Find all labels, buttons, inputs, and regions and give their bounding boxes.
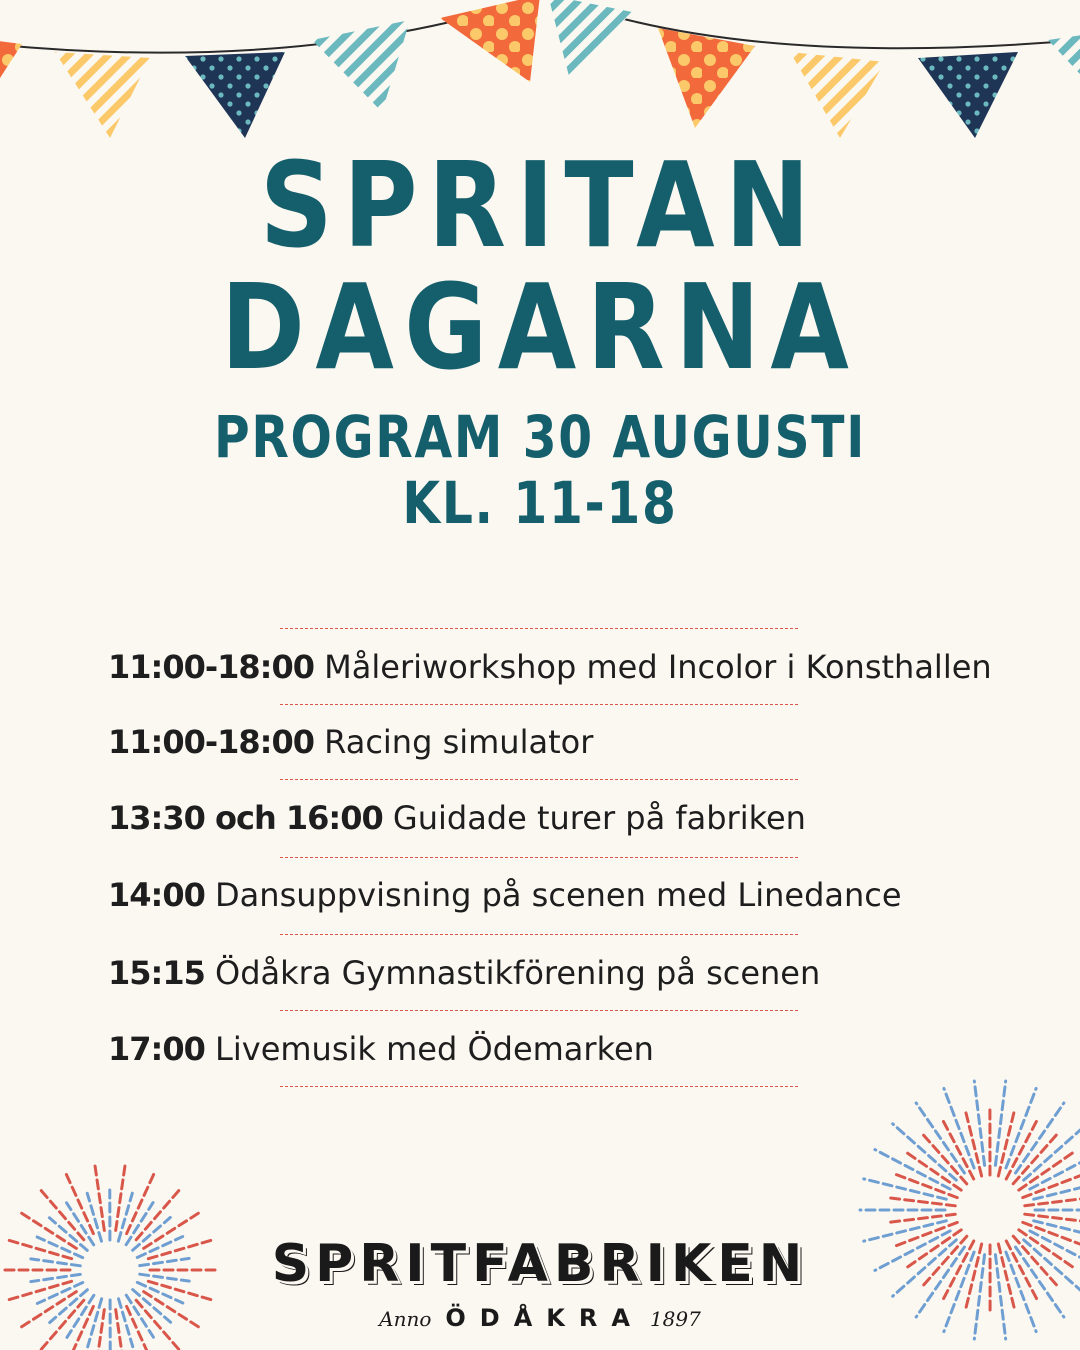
- flag-navy-dotted: [185, 52, 285, 138]
- event-description: Guidade turer på fabriken: [392, 799, 806, 837]
- brand-anno: Anno: [379, 1307, 432, 1331]
- flag-teal-striped: [312, 20, 410, 112]
- event-item: [108, 647, 1068, 687]
- event-time: 11:00-18:00: [108, 648, 314, 686]
- flag-yellow-striped: [55, 52, 150, 138]
- brand-year: 1897: [649, 1307, 701, 1331]
- event-description: Måleriworkshop med Incolor i Konsthallen: [324, 648, 992, 686]
- event-description: Dansuppvisning på scenen med Linedance: [215, 876, 902, 914]
- divider: [280, 704, 798, 705]
- firework-ray: [893, 1124, 957, 1180]
- divider: [280, 1086, 798, 1087]
- event-time: 11:00-18:00: [108, 723, 314, 761]
- divider: [280, 1010, 798, 1011]
- event-time: 17:00: [108, 1030, 205, 1068]
- firework-ray: [1034, 1179, 1080, 1199]
- flag-teal-striped-center: [548, 0, 632, 80]
- title-line-1: SPRITAN: [259, 136, 821, 274]
- program-date: PROGRAM 30 AUGUSTI: [213, 403, 867, 471]
- divider: [280, 934, 798, 935]
- divider: [280, 628, 798, 629]
- flag-orange-dotted-right: [658, 28, 755, 128]
- flag-orange-left: [0, 40, 22, 78]
- event-time: 15:15: [108, 954, 205, 992]
- event-item: [108, 798, 1068, 838]
- program-hours: KL. 11-18: [402, 469, 678, 537]
- event-description: Livemusik med Ödemarken: [215, 1030, 654, 1068]
- divider: [280, 857, 798, 858]
- flag-navy-dotted-right: [918, 52, 1018, 138]
- brand-tagline: [0, 1298, 1080, 1341]
- event-description: Ödåkra Gymnastikförening på scenen: [215, 954, 821, 992]
- event-item: [108, 953, 1068, 993]
- flag-yellow-striped-right: [790, 52, 885, 138]
- event-time: 13:30 och 16:00: [108, 799, 383, 837]
- event-item: [108, 722, 1068, 762]
- event-description: Racing simulator: [324, 723, 594, 761]
- brand-place: ÖDÅKRA: [445, 1304, 644, 1332]
- event-time: 14:00: [108, 876, 205, 914]
- divider: [280, 779, 798, 780]
- flag-orange-dotted: [440, 0, 540, 82]
- brand-logo: SPRITFABRIKEN: [271, 1234, 809, 1294]
- title-line-2: DAGARNA: [220, 258, 860, 396]
- event-item: [108, 875, 1068, 915]
- flag-teal-striped-edge: [1048, 34, 1080, 74]
- bunting-decoration: [0, 0, 1080, 150]
- firework-ray: [1013, 1135, 1056, 1184]
